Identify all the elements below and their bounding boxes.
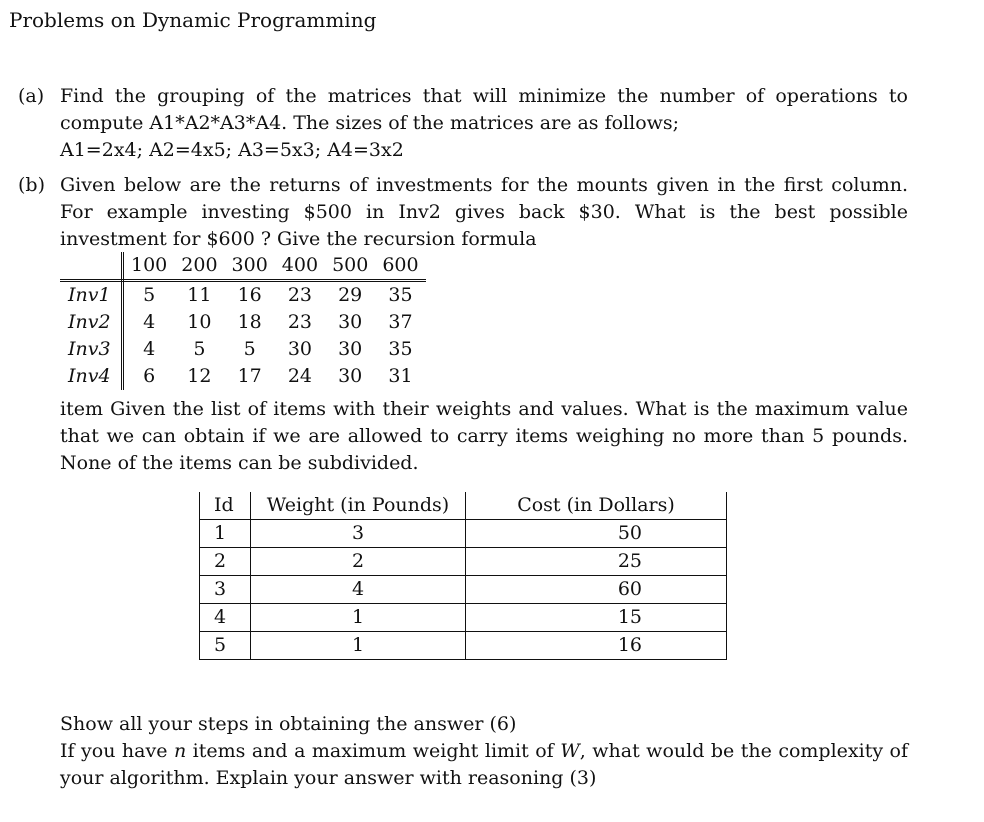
knapsack-cost-cell: 25 <box>466 548 727 576</box>
investment-cell: 6 <box>143 365 156 387</box>
knapsack-id-cell: 5 <box>200 632 251 660</box>
investment-table <box>60 252 426 390</box>
knapsack-id-cell: 2 <box>200 548 251 576</box>
problem-b-label: (b) <box>18 174 45 196</box>
knapsack-cost-cell: 16 <box>466 632 727 660</box>
table-row <box>200 520 727 548</box>
investment-cell: 5 <box>243 338 256 360</box>
math-w: W <box>560 740 580 762</box>
problem-a-sizes: A1=2x4; A2=4x5; A3=5x3; A4=3x2 <box>60 139 404 161</box>
investment-cell: 5 <box>143 284 156 306</box>
investment-col-header: 200 <box>174 252 224 281</box>
knapsack-weight-cell: 2 <box>251 548 466 576</box>
investment-col-header: 600 <box>375 252 425 281</box>
investment-cell: 35 <box>388 338 413 360</box>
investment-cell: 31 <box>388 365 413 387</box>
knapsack-weight-cell: 3 <box>251 520 466 548</box>
problem-a-text: Find the grouping of the matrices that will minimize the number of operations to compute A1*A2*A3*A4. The sizes of the matrices are as follows; <box>60 85 908 134</box>
table-row <box>200 604 727 632</box>
knapsack-header-cost: Cost (in Dollars) <box>466 492 727 520</box>
closing-text-part: items and a maximum weight limit of <box>186 740 561 762</box>
investment-cell: 23 <box>287 311 313 333</box>
table-row <box>60 336 426 363</box>
investment-cell: 10 <box>187 311 212 333</box>
investment-cell: 30 <box>338 311 363 333</box>
knapsack-id-cell: 1 <box>200 520 251 548</box>
table-row <box>200 576 727 604</box>
problem-b <box>18 172 908 253</box>
investment-cell: 18 <box>237 311 262 333</box>
knapsack-header-weight: Weight (in Pounds) <box>251 492 466 520</box>
table-row <box>60 309 426 336</box>
table-row <box>60 281 426 310</box>
investment-cell: 37 <box>388 311 413 333</box>
knapsack-header-id: Id <box>200 492 251 520</box>
investment-col-header: 400 <box>275 252 325 281</box>
knapsack-weight-cell: 1 <box>251 632 466 660</box>
problem-a <box>18 83 908 164</box>
investment-col-header: 100 <box>123 252 175 281</box>
knapsack-cost-cell: 15 <box>466 604 727 632</box>
problem-b-text: Given below are the returns of investments for the mounts given in the first column. For example investing $500 in Inv2 gives back $30. What is the best possible investment for $600 ? Give the recursion formula <box>60 174 908 250</box>
investment-header-row <box>60 252 426 281</box>
investment-cell: 16 <box>237 284 262 306</box>
math-n: n <box>173 740 187 762</box>
investment-cell: 12 <box>187 365 212 387</box>
investment-cell: 35 <box>388 284 413 306</box>
table-row <box>200 548 727 576</box>
investment-cell: 4 <box>143 311 156 333</box>
investment-cell: 11 <box>187 284 212 306</box>
closing-text <box>60 711 908 792</box>
investment-row-label: Inv2 <box>60 309 123 336</box>
closing-text-part: If you have <box>60 740 174 762</box>
knapsack-header-row <box>200 492 727 520</box>
table-row <box>200 632 727 660</box>
investment-row-label: Inv3 <box>60 336 123 363</box>
investment-col-header: 500 <box>325 252 375 281</box>
closing-text-part: , what would be the complexity of your algorithm. Explain your answer with reasoning (3) <box>60 740 909 789</box>
investment-cell: 23 <box>287 284 313 306</box>
investment-cell: 24 <box>287 365 313 387</box>
knapsack-weight-cell: 4 <box>251 576 466 604</box>
investment-corner-cell <box>60 252 123 281</box>
investment-cell: 29 <box>338 284 363 306</box>
investment-cell: 17 <box>237 365 262 387</box>
problem-a-label: (a) <box>18 85 45 107</box>
knapsack-table <box>199 492 727 660</box>
investment-cell: 5 <box>193 338 206 360</box>
page-title: Problems on Dynamic Programming <box>9 8 377 32</box>
knapsack-cost-cell: 50 <box>466 520 727 548</box>
investment-col-header: 300 <box>225 252 275 281</box>
investment-cell: 4 <box>143 338 156 360</box>
knapsack-id-cell: 3 <box>200 576 251 604</box>
investment-cell: 30 <box>287 338 313 360</box>
closing-line-2 <box>60 738 908 792</box>
knapsack-intro: item Given the list of items with their weights and values. What is the maximum value that we can obtain if we are allowed to carry items weighing no more than 5 pounds. None of the items can be subdivided. <box>60 398 908 474</box>
investment-row-label: Inv4 <box>60 363 123 390</box>
investment-cell: 30 <box>338 338 363 360</box>
table-row <box>60 363 426 390</box>
investment-row-label: Inv1 <box>60 281 123 310</box>
investment-cell: 30 <box>338 365 363 387</box>
knapsack-id-cell: 4 <box>200 604 251 632</box>
closing-line-1: Show all your steps in obtaining the answer (6) <box>60 713 517 735</box>
knapsack-cost-cell: 60 <box>466 576 727 604</box>
knapsack-weight-cell: 1 <box>251 604 466 632</box>
